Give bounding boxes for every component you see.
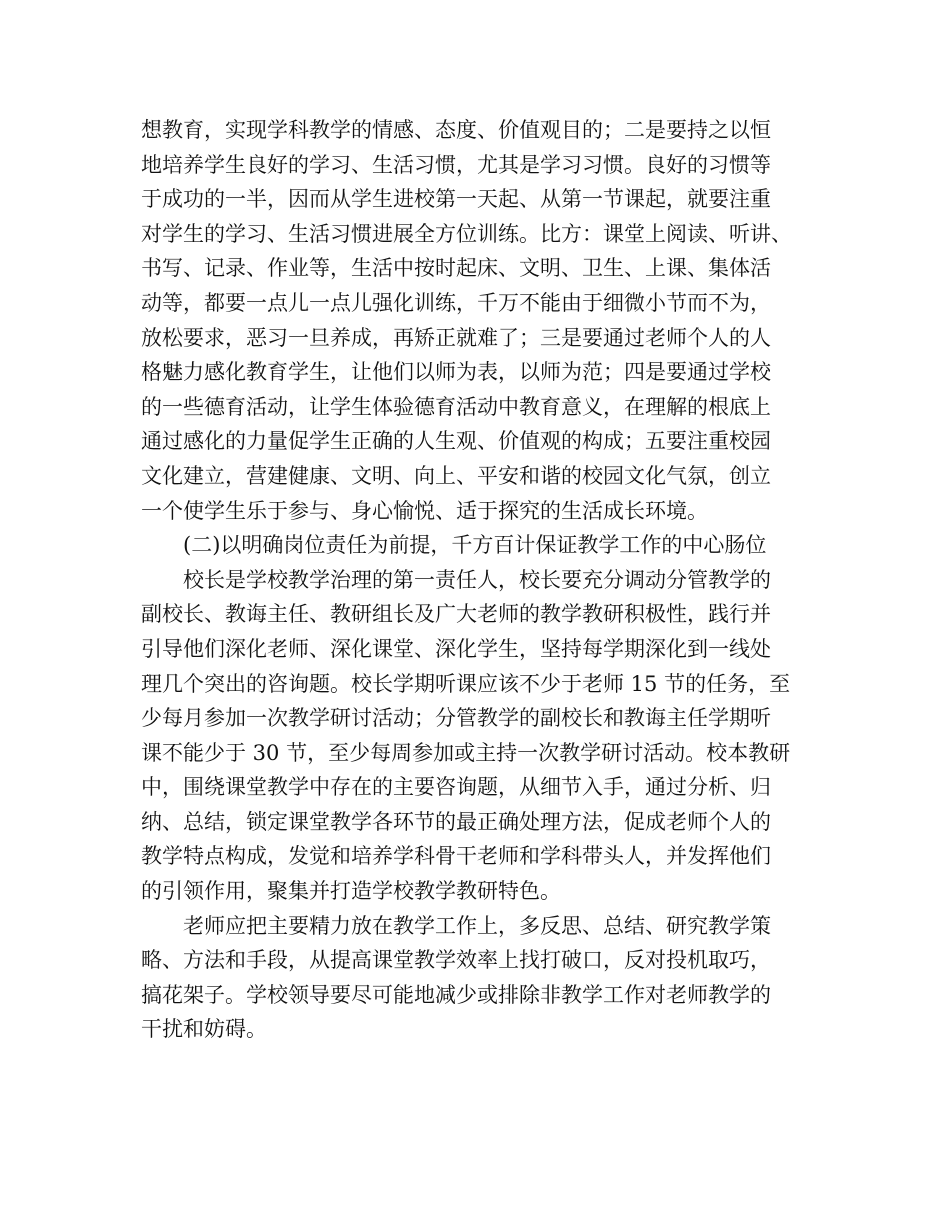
text-line: 对学生的学习、生活习惯进展全方位训练。比方：课堂上阅读、听讲、	[141, 221, 792, 246]
text-line: 的引领作用，聚集并打造学校教学教研特色。	[141, 879, 561, 904]
text-line: 纳、总结，锁定课堂教学各环节的最正确处理方法，促成老师个人的	[141, 809, 771, 834]
text-line: 教学特点构成，发觉和培养学科骨干老师和学科带头人，并发挥他们	[141, 844, 771, 869]
text-line: 放松要求，恶习一旦养成，再矫正就难了；三是要通过老师个人的人	[141, 325, 771, 350]
document-body	[141, 113, 823, 1047]
text-line: 副校长、教诲主任、教研组长及广大老师的教学教研积极性，践行并	[141, 602, 771, 627]
text-line: 格魅力感化教育学生，让他们以师为表，以师为范；四是要通过学校	[141, 360, 771, 385]
text-line: 想教育，实现学科教学的情感、态度、价值观目的；二是要持之以恒	[141, 118, 771, 142]
text-line: 理几个突出的咨询题。校长学期听课应该不少于老师 15 节的任务，至	[141, 671, 791, 696]
text-line: 书写、记录、作业等，生活中按时起床、文明、卫生、上课、集体活	[141, 256, 771, 281]
text-line: 于成功的一半，因而从学生进校第一天起、从第一节课起，就要注重	[141, 187, 771, 212]
text-line: 少每月参加一次教学研讨活动；分管教学的副校长和教诲主任学期听	[141, 706, 771, 731]
text-line: 地培养学生良好的学习、生活习惯，尤其是学习习惯。良好的习惯等	[141, 152, 771, 177]
text-line: 校长是学校教学治理的第一责任人，校长要充分调动分管教学的	[183, 567, 771, 592]
text-line: 一个使学生乐于参与、身心愉悦、适于探究的生活成长环境。	[141, 498, 708, 523]
text-line: 略、方法和手段，从提高课堂教学效率上找打破口，反对投机取巧，	[141, 948, 771, 973]
text-line: 的一些德育活动，让学生体验德育活动中教育意义，在理解的根底上	[141, 394, 771, 419]
text-line: 课不能少于 30 节，至少每周参加或主持一次教学研讨活动。校本教研	[141, 740, 791, 765]
text-line: 动等，都要一点儿一点儿强化训练，千万不能由于细微小节而不为，	[141, 290, 771, 315]
text-line: 通过感化的力量促学生正确的人生观、价值观的构成；五要注重校园	[141, 429, 771, 454]
text-line: (二)以明确岗位责任为前提，千方百计保证教学工作的中心肠位	[183, 533, 767, 558]
text-line: 干扰和妨碍。	[141, 1017, 267, 1042]
text-line: 中，围绕课堂教学中存在的主要咨询题，从细节入手，通过分析、归	[141, 775, 771, 800]
text-line: 引导他们深化老师、深化课堂、深化学生，坚持每学期深化到一线处	[141, 636, 771, 661]
text-line: 文化建立，营建健康、文明、向上、平安和谐的校园文化气氛，创立	[141, 463, 771, 488]
text-line: 搞花架子。学校领导要尽可能地减少或排除非教学工作对老师教学的	[141, 982, 771, 1007]
text-line: 老师应把主要精力放在教学工作上，多反思、总结、研究教学策	[183, 913, 771, 938]
